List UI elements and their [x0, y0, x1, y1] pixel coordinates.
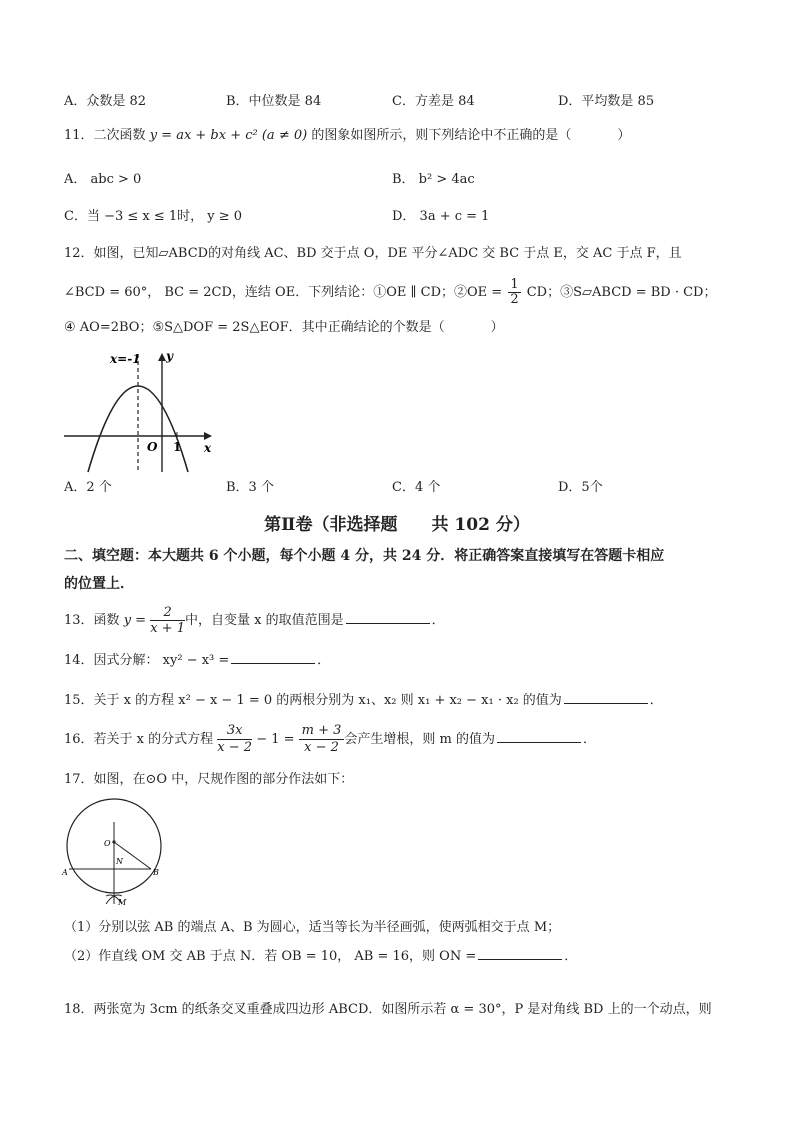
graph-label-y: y [166, 349, 173, 363]
q12-line-3-text: ④ AO=2BO；⑤S△DOF = 2S△EOF．其中正确结论的个数是（ [64, 320, 445, 335]
q16-fraction-2 [299, 723, 345, 756]
q18-text: 18．两张宽为 3cm 的纸条交叉重叠成四边形 ABCD．如图所示若 α = 30°，P 是对角线 BD 上的一个动点，则 [64, 1002, 712, 1017]
q17-answer-blank[interactable] [478, 946, 562, 960]
point-o [112, 840, 115, 843]
q11-stem-prefix: 11．二次函数 [64, 128, 146, 143]
q10-option-b: B．中位数是 84 [226, 94, 322, 109]
q15 [64, 690, 663, 711]
q14-answer-blank[interactable] [231, 650, 315, 664]
q12-fraction-den: 2 [510, 292, 519, 307]
q17-step-2 [64, 946, 577, 967]
q10-option-a: A．众数是 82 [64, 94, 147, 109]
q13-fraction [150, 605, 185, 636]
q16-fraction-1-num: 3x [217, 723, 252, 740]
q12-line-2b: CD；③S▱ABCD = BD · CD； [526, 285, 717, 300]
q12-line-2 [64, 278, 716, 307]
section-2-heading-line-1: 二、填空题：本大题共 6 个小题，每个小题 4 分，共 24 分．将正确答案直接填写在答题卡相应 [64, 548, 665, 564]
q13-suffix: 中，自变量 x 的取值范围是 [184, 613, 344, 628]
q16-prefix: 16．若关于 x 的分式方程 [64, 732, 214, 747]
q13-end: ． [431, 613, 445, 628]
q16-end: ． [583, 732, 597, 747]
q12-paren-close: ） [490, 320, 504, 335]
q11-formula: y = ax + bx + c² (a ≠ 0) [149, 128, 308, 143]
q13-fraction-den: x + 1 [150, 621, 185, 636]
q16-answer-blank[interactable] [497, 729, 581, 743]
q17-end: ． [564, 949, 578, 964]
q14-text: 14．因式分解： xy² − x³ = [64, 653, 230, 668]
graph-label-1: 1 [173, 440, 182, 454]
q12-fraction [508, 278, 520, 307]
q10-option-c: C．方差是 84 [392, 94, 475, 109]
q11-option-a: A． abc > 0 [64, 172, 142, 187]
q17-step-2-text: （2）作直线 OM 交 AB 于点 N．若 OB = 10， AB = 16，则 ON = [64, 949, 477, 964]
label-m: M [118, 898, 127, 907]
q16 [64, 722, 596, 758]
q12-line-3 [64, 318, 504, 338]
q11-option-d: D． 3a + c = 1 [392, 209, 490, 224]
q12-line-1: 12．如图，已知▱ABCD的对角线 AC、BD 交于点 O，DE 平分∠ADC 交 BC 于点 E，交 AC 于点 F，且 [64, 246, 682, 261]
q16-fraction-1-den: x − 2 [217, 740, 253, 755]
q11-option-c: C．当 −3 ≤ x ≤ 1时， y ≥ 0 [64, 209, 243, 224]
parabola-graph [62, 348, 222, 473]
q16-suffix: 会产生增根，则 m 的值为 [344, 732, 496, 747]
q11-paren-close: ） [617, 128, 631, 143]
label-o: O [104, 839, 111, 848]
q13-answer-blank[interactable] [346, 610, 430, 624]
q16-fraction-2-num: m + 3 [299, 723, 345, 740]
q11-stem-suffix: 的图象如图所示，则下列结论中不正确的是（ [311, 128, 572, 143]
q16-middle: − 1 = [256, 732, 295, 747]
q16-fraction-2-den: x − 2 [304, 740, 339, 755]
q14 [64, 650, 330, 671]
label-b: B [153, 868, 159, 877]
q17-stem: 17．如图，在⊙O 中，尺规作图的部分作法如下： [64, 772, 354, 787]
q13-prefix: 13．函数 [64, 613, 120, 628]
q12-option-b: B．3 个 [226, 480, 274, 495]
q11-stem [64, 126, 630, 146]
q14-end: ． [317, 653, 331, 668]
q16-fraction-1 [217, 723, 252, 756]
graph-label-x: x [204, 441, 212, 455]
graph-label-o: O [147, 440, 158, 454]
q12-fraction-num: 1 [510, 277, 519, 292]
graph-y-arrow [158, 353, 166, 361]
q12-option-a: A．2 个 [64, 480, 112, 495]
graph-x-arrow [204, 432, 212, 440]
q12-option-c: C．4 个 [392, 480, 441, 495]
graph-label-x-eq: x=-1 [110, 352, 141, 366]
q15-answer-blank[interactable] [564, 690, 648, 704]
q15-text: 15．关于 x 的方程 x² − x − 1 = 0 的两根分别为 x₁、x₂ 则 x₁ + x₂ − x₁ · x₂ 的值为 [64, 693, 562, 708]
q13-fraction-num: 2 [150, 605, 185, 621]
q10-option-d: D．平均数是 85 [558, 94, 655, 109]
section-2-title: 第Ⅱ卷（非选择题 共 102 分） [264, 515, 530, 535]
q12-line-2a: ∠BCD = 60°， BC = 2CD，连结 OE．下列结论：①OE ∥ CD；②OE = [64, 285, 503, 300]
q13 [64, 604, 445, 638]
section-2-heading-line-2: 的位置上． [64, 576, 134, 592]
q12-option-d: D．5个 [558, 480, 603, 495]
q17-step-1: （1）分别以弦 AB 的端点 A、B 为圆心，适当等长为半径画弧，使两弧相交于点 M； [64, 920, 561, 935]
circle-figure [60, 792, 170, 912]
label-a: A [62, 868, 68, 877]
q13-y: y = [123, 613, 147, 628]
label-n: N [116, 857, 123, 866]
q11-option-b: B． b² > 4ac [392, 172, 475, 187]
q15-end: ． [649, 693, 663, 708]
